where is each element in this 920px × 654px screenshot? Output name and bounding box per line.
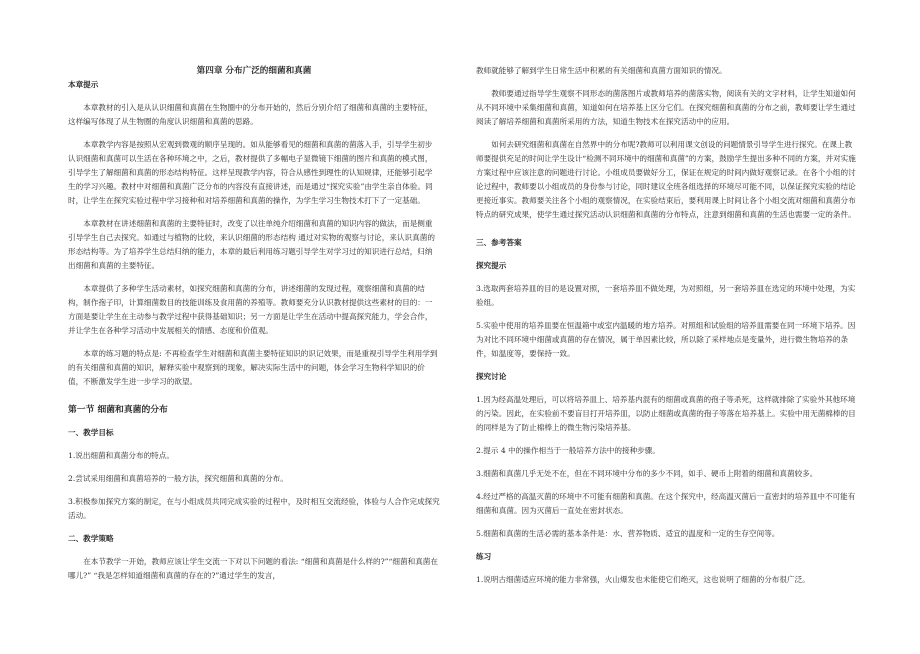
- hint-item-3: 3.选取两套培养皿的目的是设置对照，一套培养皿不做处理，为对照组，另一套培养皿在选定的环境中处理，为实验组。: [476, 284, 856, 307]
- chapter-title: 第四章 分布广泛的细菌和真菌: [196, 66, 312, 76]
- discussion-item-4: 4.经过严格的高温灭菌的环境中不可能有细菌和真菌。在这个探究中，经高温灭菌后一直密封的培养皿中不可能有细菌和真菌。因为灭菌后一直处在密封状态。: [476, 492, 856, 515]
- inquiry-hints-heading: 探究提示: [476, 261, 507, 270]
- hint-item-5: 5.实验中使用的培养皿要在恒温箱中或室内温暖的地方培养。对照组和试验组的培养皿需要在同一环境下培养。因为对比不同环境中细菌或真菌的存在情况，属于单因素比较，所以除了采样地点是变量外，进行微生物培养的条件，如温度等，要保持一致。: [476, 321, 856, 358]
- section-1-title: 第一节 细菌和真菌的分布: [68, 405, 168, 415]
- goal-item-2: 2.尝试采用细菌和真菌培养的一般方法，探究细菌和真菌的分布。: [68, 474, 288, 483]
- teaching-goals-heading: 一、教学目标: [68, 428, 114, 437]
- tips-paragraph-5: 本章的练习题的特点是: 不再检查学生对细菌和真菌主要特征知识的识记效果，而是重视引导学生利用学到的有关细菌和真菌的知识，解释实验中观察到的现象，解决实际生活中的问题，体会学习生物科学知识的价值，不断激发学生进一步学习的欲望。: [68, 349, 438, 386]
- strategy-paragraph-1-continued: 教师就能够了解到学生日常生活中积累的有关细菌和真菌方面知识的情况。: [476, 66, 727, 75]
- exercise-heading: 练习: [476, 552, 492, 561]
- tips-paragraph-3: 本章教材在讲述细菌和真菌的主要特征时，改变了以往单纯介绍细菌和真菌的知识内容的做法，而是侧重引导学生自己去探究。如通过与植物的比较，来认识细菌的形态结构 通过对实物的观察与讨论，来认识真菌的形态结构等。为了培养学生总结归纳的能力，本章的最后利用练习题引导学生对学习过的知识进行总结，归纳出细菌和真菌的主要特征。: [68, 219, 435, 270]
- reference-answers-heading: 三、参考答案: [476, 238, 522, 247]
- discussion-item-1: 1.因为经高温处理后，可以将培养皿上、培养基内混有的细菌或真菌的孢子等杀死，这样就排除了实验外其他环境的污染。因此，在实验前不要盲目打开培养皿，以防止细菌或真菌的孢子等落在培养基上。实验中用无菌棉棒的目的同样是为了防止棉棒上的微生物污染培养基。: [476, 395, 856, 432]
- goal-item-1: 1.说出细菌和真菌分布的特点。: [68, 451, 174, 460]
- strategy-paragraph-3: 如何去研究细菌和真菌在自然界中的分布呢?教师可以利用课文创设的问题情景引导学生进行探究。在课上教师要提供充足的时间让学生设计“检测不同环境中的细菌和真菌”的方案，鼓励学生提出多种不同的方案，并对实施方案过程中应该注意的问题进行讨论。小组成员要做好分工，保证在规定的时间内做好观察记录。在各个小组的讨论过程中，教师要以小组成员的身份参与讨论，同时建议全班各组选择的环境尽可能不同，以保证探究实验的结论更接近事实。教师要关注各个小组的观察情况，在实验结束后，要利用课上时间让各个小组交流对细菌和真菌分布特点的研究成果，使学生通过探究活动认识细菌和真菌的分布特点，注意到细菌和真菌的生活也需要一定的条件。: [476, 140, 856, 219]
- exercise-item-1: 1.说明古细菌适应环境的能力非常强，火山爆发也未能使它们绝灭，这也说明了细菌的分布很广泛。: [476, 575, 810, 584]
- strategy-paragraph-1: 在本节教学一开始，教师应该让学生交流一下对以下问题的看法: “细菌和真菌是什么样的?”“细菌和真菌在哪儿?” “我是怎样知道细菌和真菌的存在的?”通过学生的发言，: [68, 557, 438, 580]
- teaching-strategy-heading: 二、教学策略: [68, 534, 114, 543]
- discussion-item-5: 5.细菌和真菌的生活必需的基本条件是：水、营养物质、适宜的温度和一定的生存空间等。: [476, 529, 780, 538]
- tips-paragraph-2: 本章教学内容是按照从宏观到微观的顺序呈现的。如从能够看见的细菌和真菌的菌落入手，引导学生初步认识细菌和真菌可以生活在各种环境之中，之后，教材提供了多幅电子显微镜下细菌的图片和真菌的模式图，引导学生了解细菌和真菌的形态结构特征。这样呈现教学内容，符合从感性到理性的认知规律，还能够引起学生的学习兴趣。教材中对细菌和真菌广泛分布的内容没有直接讲述，而是通过“探究实验”由学生亲自体验。同时，让学生在探究实验过程中学习接种和对培养细菌和真菌的操作，为学生学习生物技术打下了一定基础。: [68, 140, 433, 205]
- goal-item-3: 3.积极参加探究方案的制定，在与小组成员共同完成实验的过程中，及时相互交流经验，体验与人合作完成探究活动。: [68, 497, 440, 520]
- chapter-tips-heading: 本章提示: [68, 80, 99, 89]
- inquiry-discussion-heading: 探究讨论: [476, 372, 507, 381]
- left-column: [68, 64, 440, 583]
- tips-paragraph-4: 本章提供了多种学生活动素材，如探究细菌和真菌的分布，讲述细菌的发现过程，观察细菌和真菌的结构，制作孢子印，计算细菌数目的技能训练及食用菌的养殖等。教师要充分认识教材提供这些素材的目的：一方面是要让学生在主动参与教学过程中获得基础知识；另一方面是让学生在活动中提高探究能力，学会合作，并让学生在各种学习活动中发展相关的情感、态度和价值观。: [68, 284, 433, 335]
- strategy-paragraph-2: 教师要通过指导学生观察不同形态的菌落图片或教师培养的菌落实物，阅读有关的文字材料，让学生知道如何从不同环境中采集细菌和真菌，知道如何在培养基上区分它们。在探究细菌和真菌的分布之前，教师要让学生通过阅读了解培养细菌和真菌所采用的方法，知道生物技术在探究活动中的应用。: [476, 89, 856, 126]
- tips-paragraph-1: 本章教材的引入是从认识细菌和真菌在生物圈中的分布开始的，然后分别介绍了细菌和真菌的主要特征，这样编写体现了从生物圈的角度认识细菌和真菌的思路。: [68, 103, 433, 126]
- right-column: [476, 64, 858, 587]
- discussion-item-2: 2.提示 4 中的操作相当于一般培养方法中的接种步骤。: [476, 446, 660, 455]
- discussion-item-3: 3.细菌和真菌几乎无处不在，但在不同环境中分布的多少不同，如手、硬币上附着的细菌和真菌较多。: [476, 469, 818, 478]
